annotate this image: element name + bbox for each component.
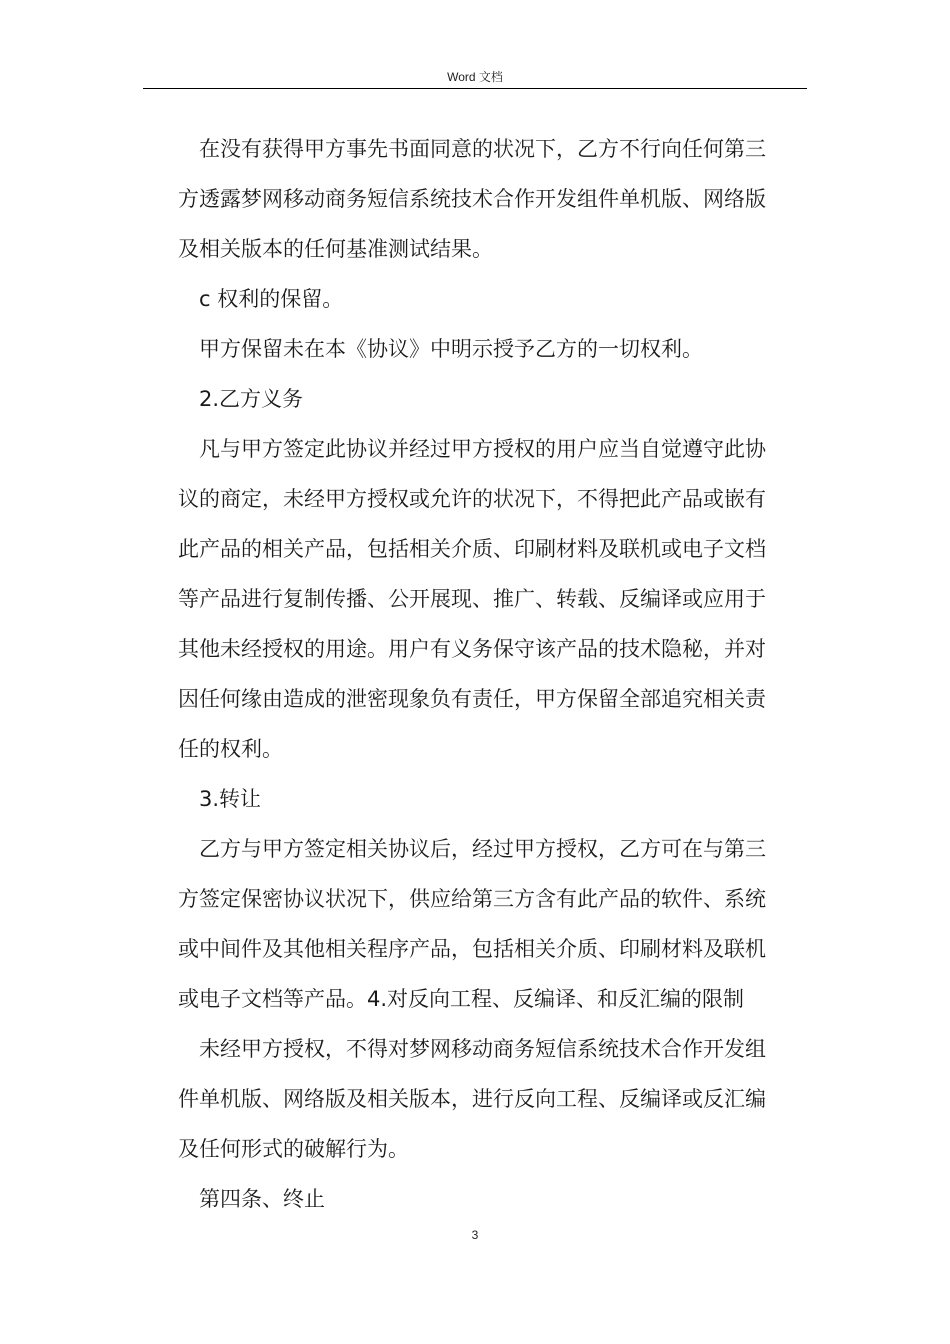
- paragraph: [178, 424, 808, 774]
- paragraph: [178, 124, 808, 274]
- text-line: 方透露梦网移动商务短信系统技术合作开发组件单机版、网络版: [178, 187, 766, 211]
- text-line: c 权利的保留。: [199, 287, 344, 311]
- text-line: 此产品的相关产品，包括相关介质、印刷材料及联机或电子文档: [178, 537, 766, 561]
- text-line: 或电子文档等产品。4.对反向工程、反编译、和反汇编的限制: [178, 987, 745, 1011]
- text-line: 任的权利。: [178, 737, 283, 761]
- page-header: [143, 66, 807, 89]
- paragraph: [178, 774, 808, 824]
- text-line: 件单机版、网络版及相关版本，进行反向工程、反编译或反汇编: [178, 1087, 766, 1111]
- page-number: 3: [471, 1228, 479, 1242]
- text-line: 议的商定，未经甲方授权或允许的状况下，不得把此产品或嵌有: [178, 487, 766, 511]
- text-line: 或中间件及其他相关程序产品，包括相关介质、印刷材料及联机: [178, 937, 766, 961]
- header-title: Word 文档: [447, 70, 503, 84]
- document-body: [178, 124, 808, 1224]
- text-line: 及任何形式的破解行为。: [178, 1137, 409, 1161]
- paragraph: [178, 274, 808, 324]
- text-line: 及相关版本的任何基准测试结果。: [178, 237, 493, 261]
- text-line: 第四条、终止: [199, 1187, 325, 1211]
- text-line: 甲方保留未在本《协议》中明示授予乙方的一切权利。: [199, 337, 703, 361]
- paragraph: [178, 1024, 808, 1174]
- text-line: 凡与甲方签定此协议并经过甲方授权的用户应当自觉遵守此协: [199, 437, 766, 461]
- paragraph: [178, 374, 808, 424]
- text-line: 其他未经授权的用途。用户有义务保守该产品的技术隐秘，并对: [178, 637, 766, 661]
- text-line: 2.乙方义务: [199, 387, 304, 411]
- text-line: 3.转让: [199, 787, 262, 811]
- text-line: 在没有获得甲方事先书面同意的状况下，乙方不行向任何第三: [199, 137, 766, 161]
- paragraph: [178, 324, 808, 374]
- text-line: 乙方与甲方签定相关协议后，经过甲方授权，乙方可在与第三: [199, 837, 766, 861]
- text-line: 因任何缘由造成的泄密现象负有责任，甲方保留全部追究相关责: [178, 687, 766, 711]
- text-line: 未经甲方授权，不得对梦网移动商务短信系统技术合作开发组: [199, 1037, 766, 1061]
- paragraph: [178, 1174, 808, 1224]
- text-line: 方签定保密协议状况下，供应给第三方含有此产品的软件、系统: [178, 887, 766, 911]
- paragraph: [178, 824, 808, 1024]
- text-line: 等产品进行复制传播、公开展现、推广、转载、反编译或应用于: [178, 587, 766, 611]
